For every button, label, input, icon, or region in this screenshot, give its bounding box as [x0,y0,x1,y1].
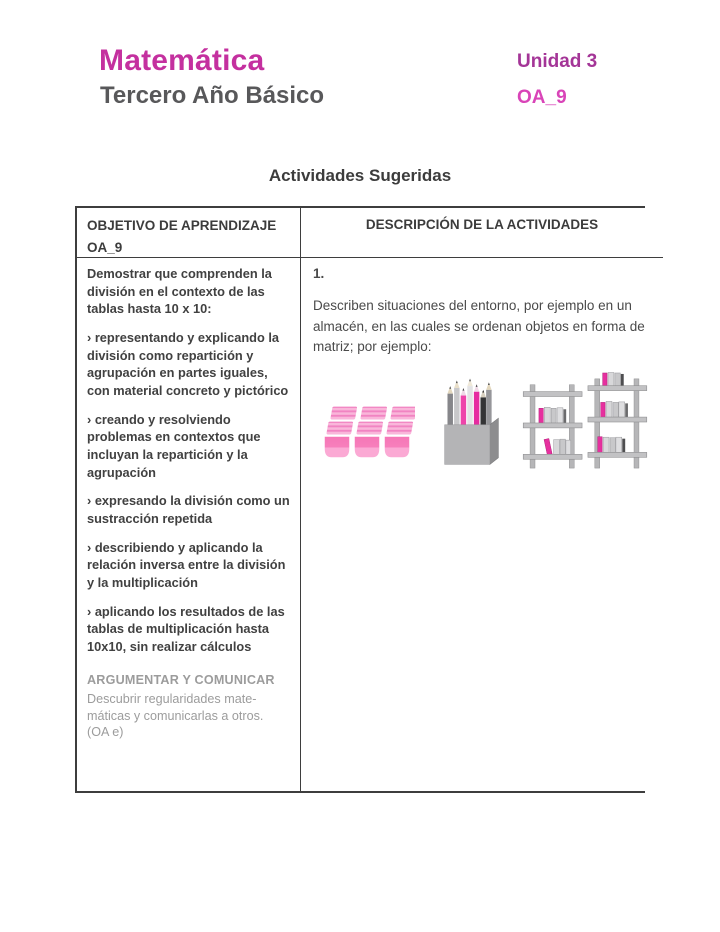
skill-reference: (OA e) [87,725,124,740]
objective-bullet: › aplicando los resultados de las tablas de multiplicación hasta 10x10, sin realizar cálculos [87,603,285,654]
book-shelves-icon [521,372,649,472]
objective-bullet: › creando y resolviendo problemas en contextos que incluyan la repartición y la agrupación [87,411,261,480]
skill-line: Descubrir regularidades mate- [87,692,257,707]
pencil-holder-icon [439,373,505,469]
description-column-header: DESCRIPCIÓN DE LA ACTIVIDADES [301,208,663,258]
activity-description: Describen situaciones del entorno, por ejemplo en un almacén, en las cuales se ordenan objetos en forma de matriz; por ejemplo: [313,298,645,354]
objective-bullet: › representando y explicando la división como repartición y agrupación en partes iguales, con material concreto y pictórico [87,329,289,398]
oa-label: OA_9 [517,87,567,108]
page-subtitle: Tercero Año Básico [100,82,325,109]
activities-table [75,206,645,793]
section-title: Actividades Sugeridas [268,166,452,185]
page-title: Matemática [99,44,265,77]
skill-line: máticas y comunicarlas a otros. [87,708,264,723]
objective-column-header [77,208,301,258]
activity-cell [301,258,663,791]
yogurt-six-pack-icon [319,405,415,463]
objective-intro: Demostrar que comprenden la división en el contexto de las tablas hasta 10 x 10: [87,266,272,317]
skill-block [87,672,290,740]
objective-header-line1: OBJETIVO DE APRENDIZAJE [87,218,277,233]
unit-label: Unidad 3 [517,51,598,72]
skill-title: ARGUMENTAR Y COMUNICAR [87,673,275,688]
objective-header-line2: OA_9 [87,239,123,255]
activity-number: 1. [313,266,325,281]
objective-bullet: › describiendo y aplicando la relación inversa entre la división y la multiplicación [87,539,286,590]
objective-cell [77,258,301,791]
example-illustrations [313,372,649,472]
objective-bullet: › expresando la división como un sustracción repetida [87,493,290,526]
